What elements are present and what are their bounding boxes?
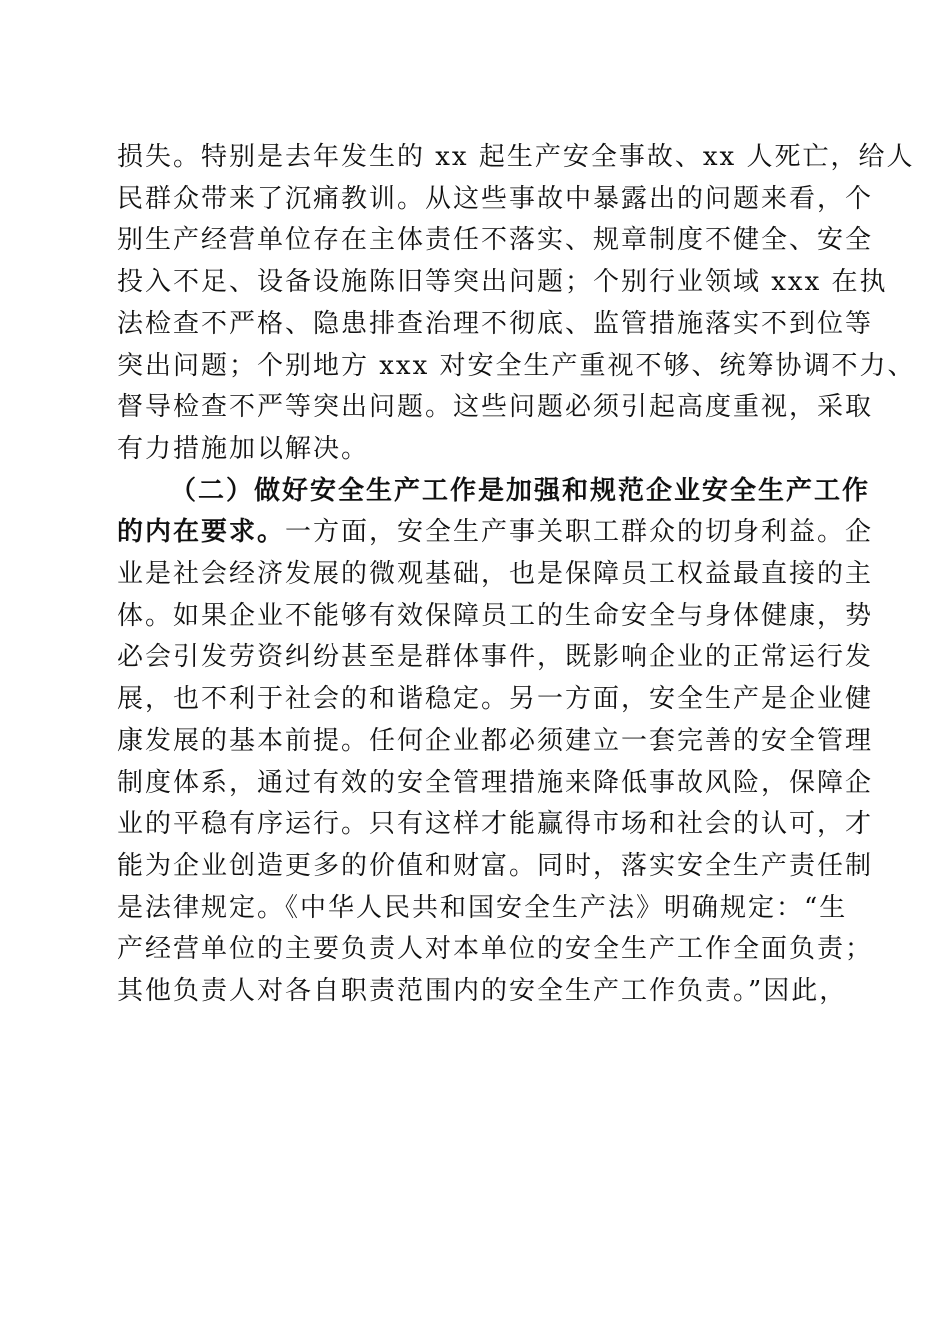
paragraph-2-line-10: 是法律规定。《中华人民共和国安全生产法》明确规定：“生 [117,892,848,923]
paragraph-1-line-7: 督导检查不严等突出问题。这些问题必须引起高度重视，采取 [117,392,874,423]
paragraph-2-line-6: 康发展的基本前提。任何企业都必须建立一套完善的安全管理 [117,725,874,756]
paragraph-2-line-8: 业的平稳有序运行。只有这样才能赢得市场和社会的认可，才 [117,809,874,840]
paragraph-1-line-4: 投入不足、设备设施陈旧等突出问题；个别行业领域 xxx 在执 [117,267,888,298]
paragraph-2-line-4: 必会引发劳资纠纷甚至是群体事件，既影响企业的正常运行发 [117,642,874,673]
section-heading-line-1: （二）做好安全生产工作是加强和规范企业安全生产工作 [170,475,871,506]
paragraph-2-line-1-text: 一方面，安全生产事关职工群众的切身利益。企 [285,517,874,548]
paragraph-1-line-1: 损失。特别是去年发生的 xx 起生产安全事故、xx 人死亡，给人 [117,142,915,172]
section-heading-line-2: 的内在要求。 [117,517,286,548]
paragraph-2-line-2: 业是社会经济发展的微观基础，也是保障员工权益最直接的主 [117,559,874,589]
paragraph-2-line-7: 制度体系，通过有效的安全管理措施来降低事故风险，保障企 [117,767,874,798]
paragraph-2-line-11: 产经营单位的主要负责人对本单位的安全生产工作全面负责； [117,934,874,965]
paragraph-2-line-9: 能为企业创造更多的价值和财富。同时，落实安全生产责任制 [117,850,874,881]
paragraph-1-line-5: 法检查不严格、隐患排查治理不彻底、监管措施落实不到位等 [117,308,874,339]
paragraph-1-line-8: 有力措施加以解决。 [117,433,370,464]
paragraph-2-line-5: 展，也不利于社会的和谐稳定。另一方面，安全生产是企业健 [117,684,874,715]
paragraph-2-line-3: 体。如果企业不能够有效保障员工的生命安全与身体健康，势 [117,600,874,631]
paragraph-1-line-6: 突出问题；个别地方 xxx 对安全生产重视不够、统筹协调不力、 [117,350,916,381]
paragraph-2-line-12: 其他负责人对各自职责范围内的安全生产工作负责。”因此， [117,976,848,1006]
paragraph-1-line-3: 别生产经营单位存在主体责任不落实、规章制度不健全、安全 [117,225,874,256]
paragraph-1-line-2: 民群众带来了沉痛教训。从这些事故中暴露出的问题来看，个 [117,183,874,214]
